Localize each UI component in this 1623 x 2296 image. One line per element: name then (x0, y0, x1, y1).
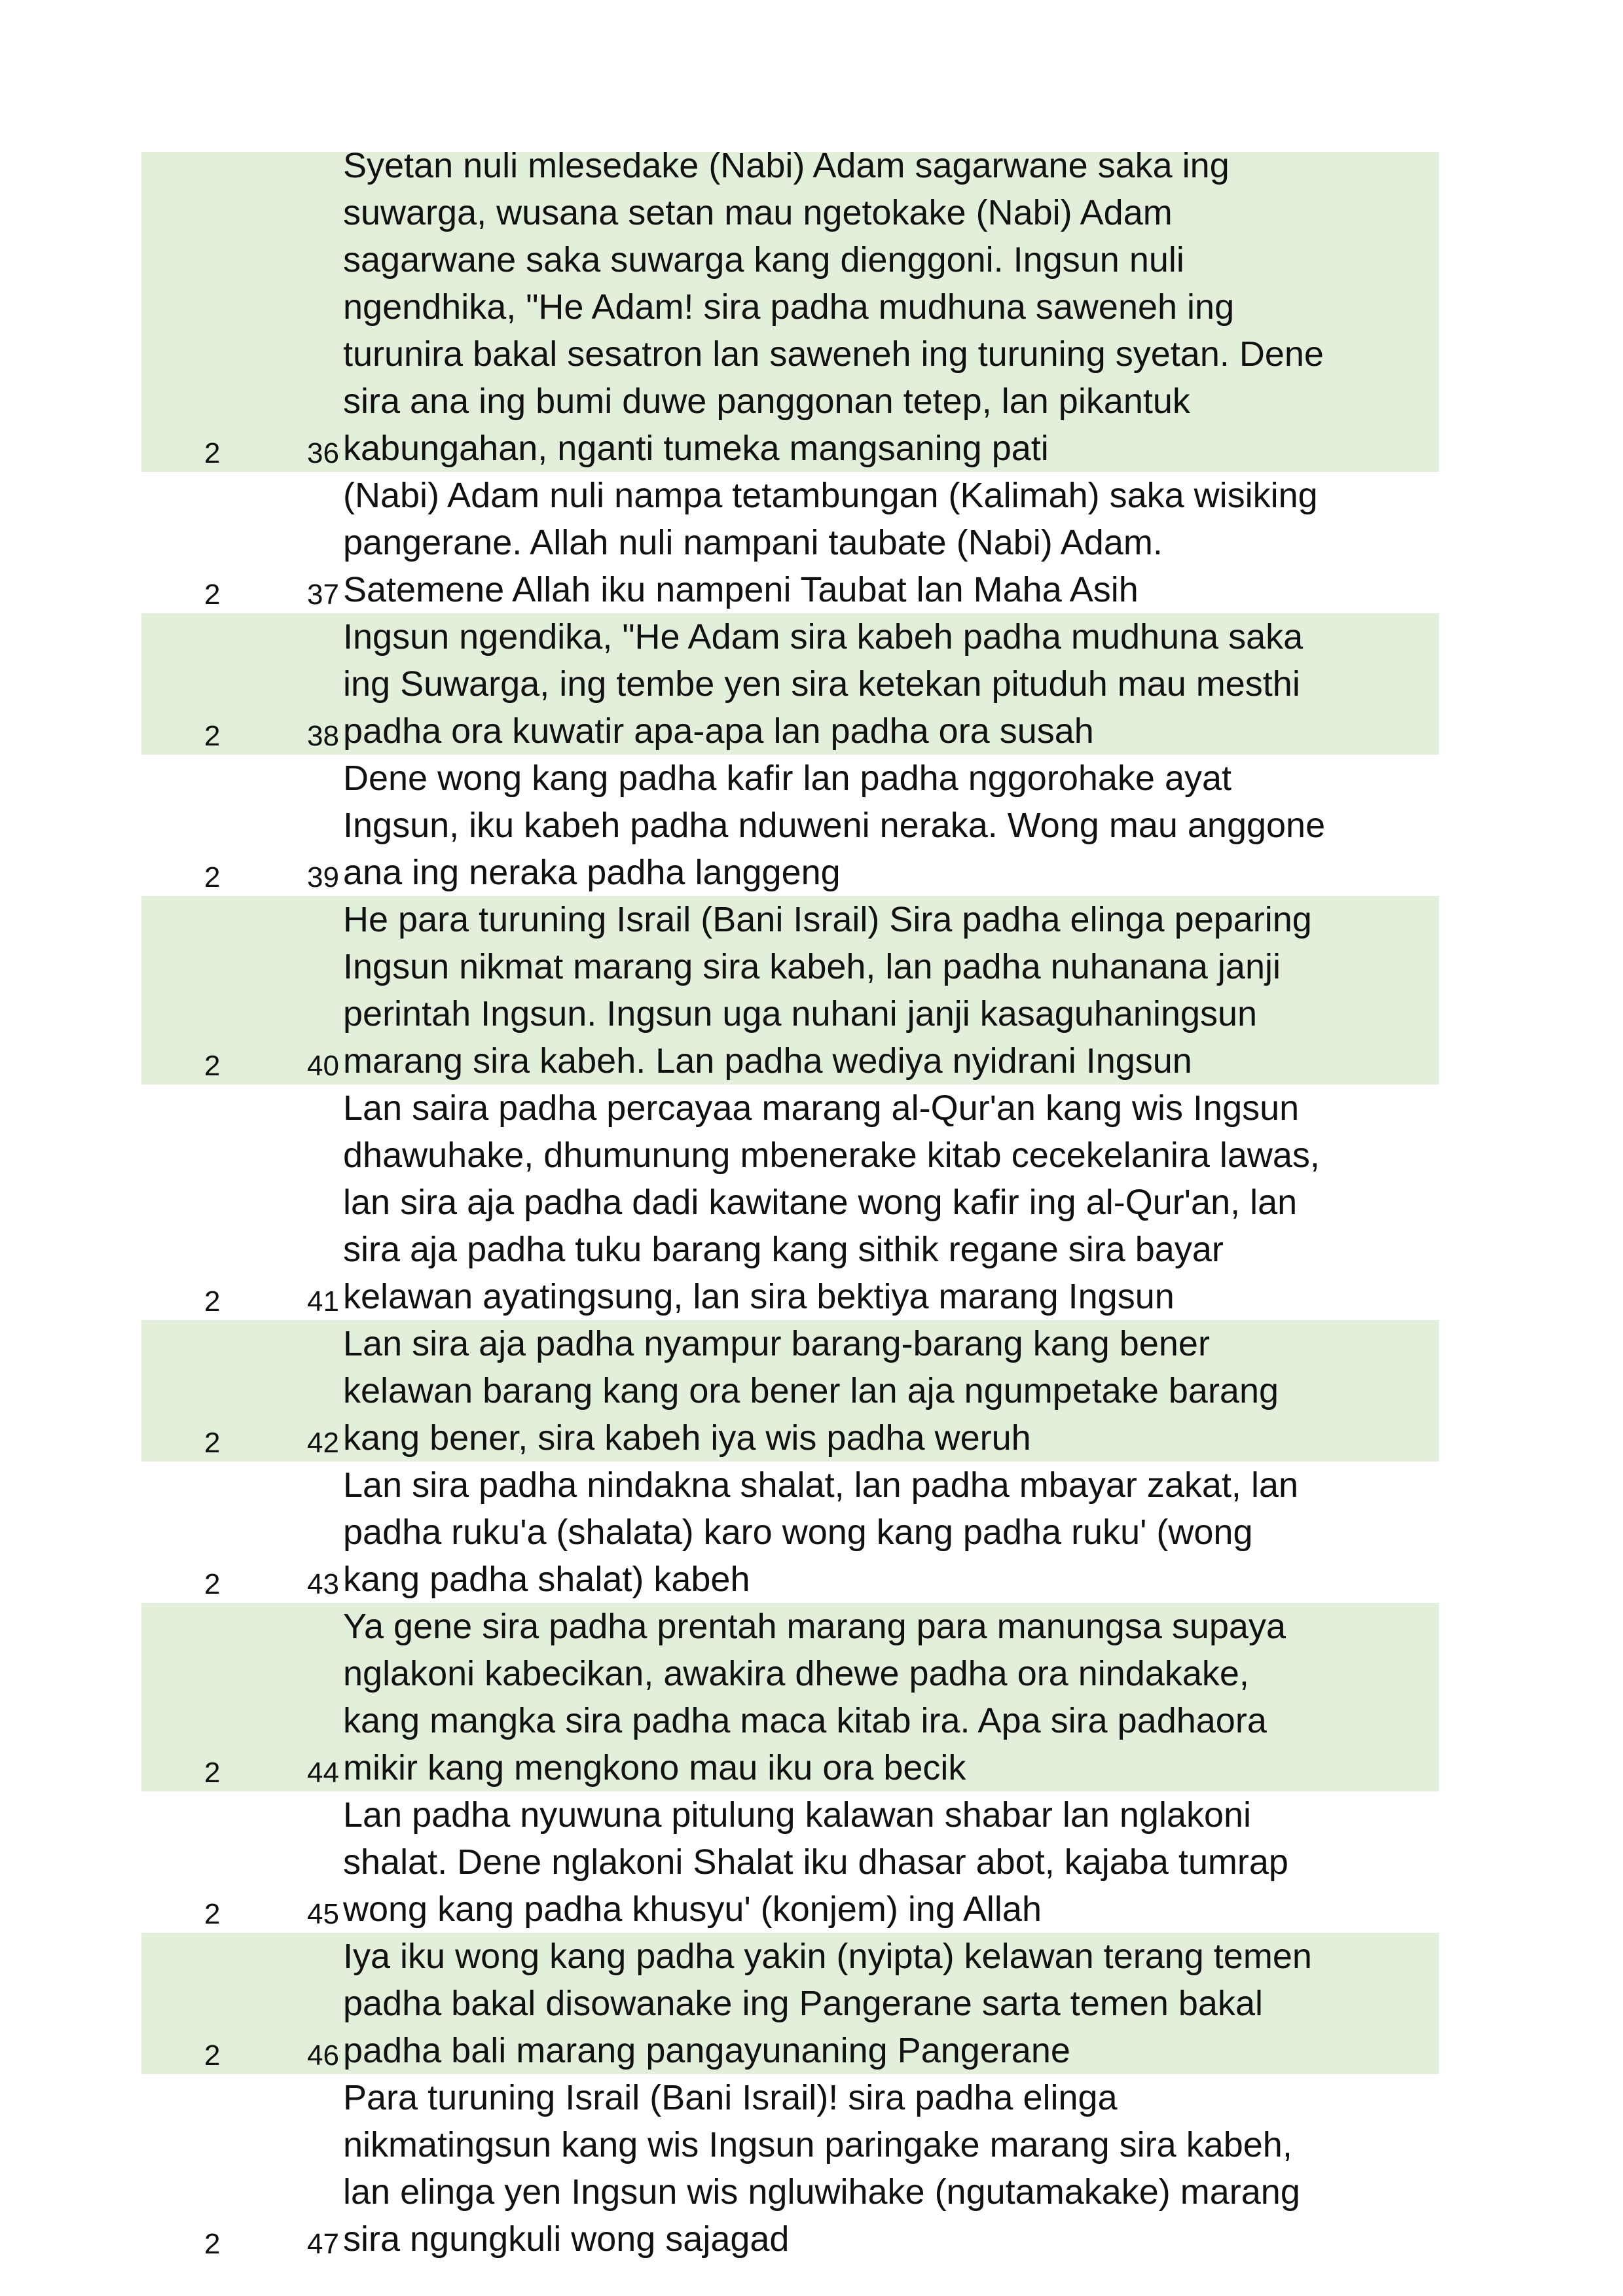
text-line: Lan saira padha percayaa marang al-Qur'an kang wis Ingsun (343, 1088, 1300, 1128)
table-row (141, 1320, 1439, 1462)
table-row (141, 1933, 1439, 2074)
surah-number-cell: 2 (204, 1050, 221, 1082)
text-line: turunira bakal sesatron lan saweneh ing turuning syetan. Dene (343, 334, 1324, 374)
translation-text-cell (343, 1603, 1439, 1791)
ayah-number-cell: 47 (307, 2228, 339, 2260)
text-line: marang sira kabeh. Lan padha wediya nyidrani Ingsun (343, 1041, 1192, 1081)
spreadsheet-page (141, 152, 1439, 2263)
text-line: ngendhika, "He Adam! sira padha mudhuna saweneh ing (343, 287, 1235, 327)
translation-text-cell (343, 1320, 1439, 1462)
table-row (141, 2074, 1439, 2263)
text-line: Lan sira padha nindakna shalat, lan padha mbayar zakat, lan (343, 1465, 1299, 1505)
text-line: Syetan nuli mlesedake (Nabi) Adam sagarwane saka ing (343, 152, 1230, 185)
ayah-number-cell: 45 (307, 1898, 339, 1930)
text-line: padha ruku'a (shalata) karo wong kang padha ruku' (wong (343, 1513, 1253, 1552)
text-line: Ingsun ngendika, "He Adam sira kabeh padha mudhuna saka (343, 617, 1304, 656)
text-line: Para turuning Israil (Bani Israil)! sira padha elinga (343, 2078, 1118, 2117)
translation-text-cell (343, 2074, 1439, 2263)
text-line: Ingsun, iku kabeh padha nduweni neraka. Wong mau anggone (343, 806, 1326, 845)
ayah-number-cell: 39 (307, 861, 339, 893)
surah-number-cell: 2 (204, 2228, 221, 2260)
text-line: kabungahan, nganti tumeka mangsaning pati (343, 429, 1049, 468)
surah-number-cell: 2 (204, 1568, 221, 1600)
text-line: Lan sira aja padha nyampur barang-barang kang bener (343, 1324, 1210, 1363)
text-line: Iya iku wong kang padha yakin (nyipta) kelawan terang temen (343, 1937, 1312, 1976)
text-line: wong kang padha khusyu' (konjem) ing Allah (343, 1890, 1042, 1929)
surah-number-cell: 2 (204, 437, 221, 469)
text-line: kang bener, sira kabeh iya wis padha weruh (343, 1418, 1031, 1458)
text-line: sira ngungkuli wong sajagad (343, 2219, 790, 2259)
text-line: ana ing neraka padha langgeng (343, 853, 841, 892)
surah-number-cell: 2 (204, 579, 221, 611)
surah-number-cell: 2 (204, 861, 221, 893)
table-row (141, 755, 1439, 896)
surah-number-cell: 2 (204, 2039, 221, 2072)
text-line: sagarwane saka suwarga kang dienggoni. Ingsun nuli (343, 240, 1184, 279)
translation-text-cell (343, 755, 1439, 896)
text-line: Ingsun nikmat marang sira kabeh, lan padha nuhanana janji (343, 947, 1281, 986)
text-line: (Nabi) Adam nuli nampa tetambungan (Kalimah) saka wisiking (343, 476, 1318, 515)
text-line: mikir kang mengkono mau iku ora becik (343, 1748, 966, 1787)
text-line: perintah Ingsun. Ingsun uga nuhani janji kasaguhaningsun (343, 994, 1258, 1033)
ayah-number-cell: 37 (307, 579, 339, 611)
text-line: sira ana ing bumi duwe panggonan tetep, lan pikantuk (343, 382, 1190, 421)
table-row (141, 1791, 1439, 1933)
table-row (141, 472, 1439, 613)
text-line: Dene wong kang padha kafir lan padha nggorohake ayat (343, 759, 1232, 798)
table-row (141, 896, 1439, 1085)
text-line: padha ora kuwatir apa-apa lan padha ora susah (343, 711, 1094, 751)
text-line: Satemene Allah iku nampeni Taubat lan Maha Asih (343, 570, 1139, 609)
translation-text-cell (343, 1791, 1439, 1933)
text-line: kang mangka sira padha maca kitab ira. Apa sira padhaora (343, 1701, 1267, 1740)
translation-text-cell (343, 896, 1439, 1085)
translation-text-cell (343, 152, 1439, 472)
text-line: suwarga, wusana setan mau ngetokake (Nabi) Adam (343, 193, 1173, 232)
table-row (141, 613, 1439, 755)
surah-number-cell: 2 (204, 1427, 221, 1459)
translation-text-cell (343, 1933, 1439, 2074)
surah-number-cell: 2 (204, 1285, 221, 1318)
translation-text-cell (343, 1085, 1439, 1320)
text-line: dhawuhake, dhumunung mbenerake kitab cecekelanira lawas, (343, 1136, 1320, 1175)
surah-number-cell: 2 (204, 1757, 221, 1789)
text-line: He para turuning Israil (Bani Israil) Sira padha elinga peparing (343, 900, 1312, 939)
translation-text-cell (343, 472, 1439, 613)
translation-text-cell (343, 613, 1439, 755)
text-line: sira aja padha tuku barang kang sithik regane sira bayar (343, 1230, 1224, 1269)
text-line: shalat. Dene nglakoni Shalat iku dhasar abot, kajaba tumrap (343, 1842, 1288, 1882)
table-row (141, 1603, 1439, 1791)
text-line: kelawan ayatingsung, lan sira bektiya marang Ingsun (343, 1277, 1175, 1316)
ayah-number-cell: 36 (307, 437, 339, 469)
text-line: Lan padha nyuwuna pitulung kalawan shabar lan nglakoni (343, 1795, 1252, 1835)
ayah-number-cell: 38 (307, 720, 339, 752)
text-line: lan elinga yen Ingsun wis ngluwihake (ngutamakake) marang (343, 2172, 1300, 2212)
surah-number-cell: 2 (204, 1898, 221, 1930)
ayah-number-cell: 46 (307, 2039, 339, 2072)
ayah-number-cell: 44 (307, 1757, 339, 1789)
text-line: ing Suwarga, ing tembe yen sira ketekan pituduh mau mesthi (343, 664, 1300, 704)
text-line: Ya gene sira padha prentah marang para manungsa supaya (343, 1607, 1286, 1646)
ayah-number-cell: 41 (307, 1285, 339, 1318)
text-line: lan sira aja padha dadi kawitane wong kafir ing al-Qur'an, lan (343, 1183, 1298, 1222)
text-line: nikmatingsun kang wis Ingsun paringake marang sira kabeh, (343, 2125, 1292, 2164)
ayah-number-cell: 40 (307, 1050, 339, 1082)
text-line: kang padha shalat) kabeh (343, 1560, 750, 1599)
surah-number-cell: 2 (204, 720, 221, 752)
table-row (141, 1085, 1439, 1320)
text-line: padha bakal disowanake ing Pangerane sarta temen bakal (343, 1984, 1263, 2023)
text-line: pangerane. Allah nuli nampani taubate (Nabi) Adam. (343, 523, 1163, 562)
table-row (141, 1462, 1439, 1603)
ayah-number-cell: 42 (307, 1427, 339, 1459)
table-row (141, 152, 1439, 472)
ayah-number-cell: 43 (307, 1568, 339, 1600)
text-line: kelawan barang kang ora bener lan aja ngumpetake barang (343, 1371, 1279, 1410)
translation-text-cell (343, 1462, 1439, 1603)
text-line: nglakoni kabecikan, awakira dhewe padha ora nindakake, (343, 1654, 1249, 1693)
text-line: padha bali marang pangayunaning Pangerane (343, 2031, 1070, 2070)
